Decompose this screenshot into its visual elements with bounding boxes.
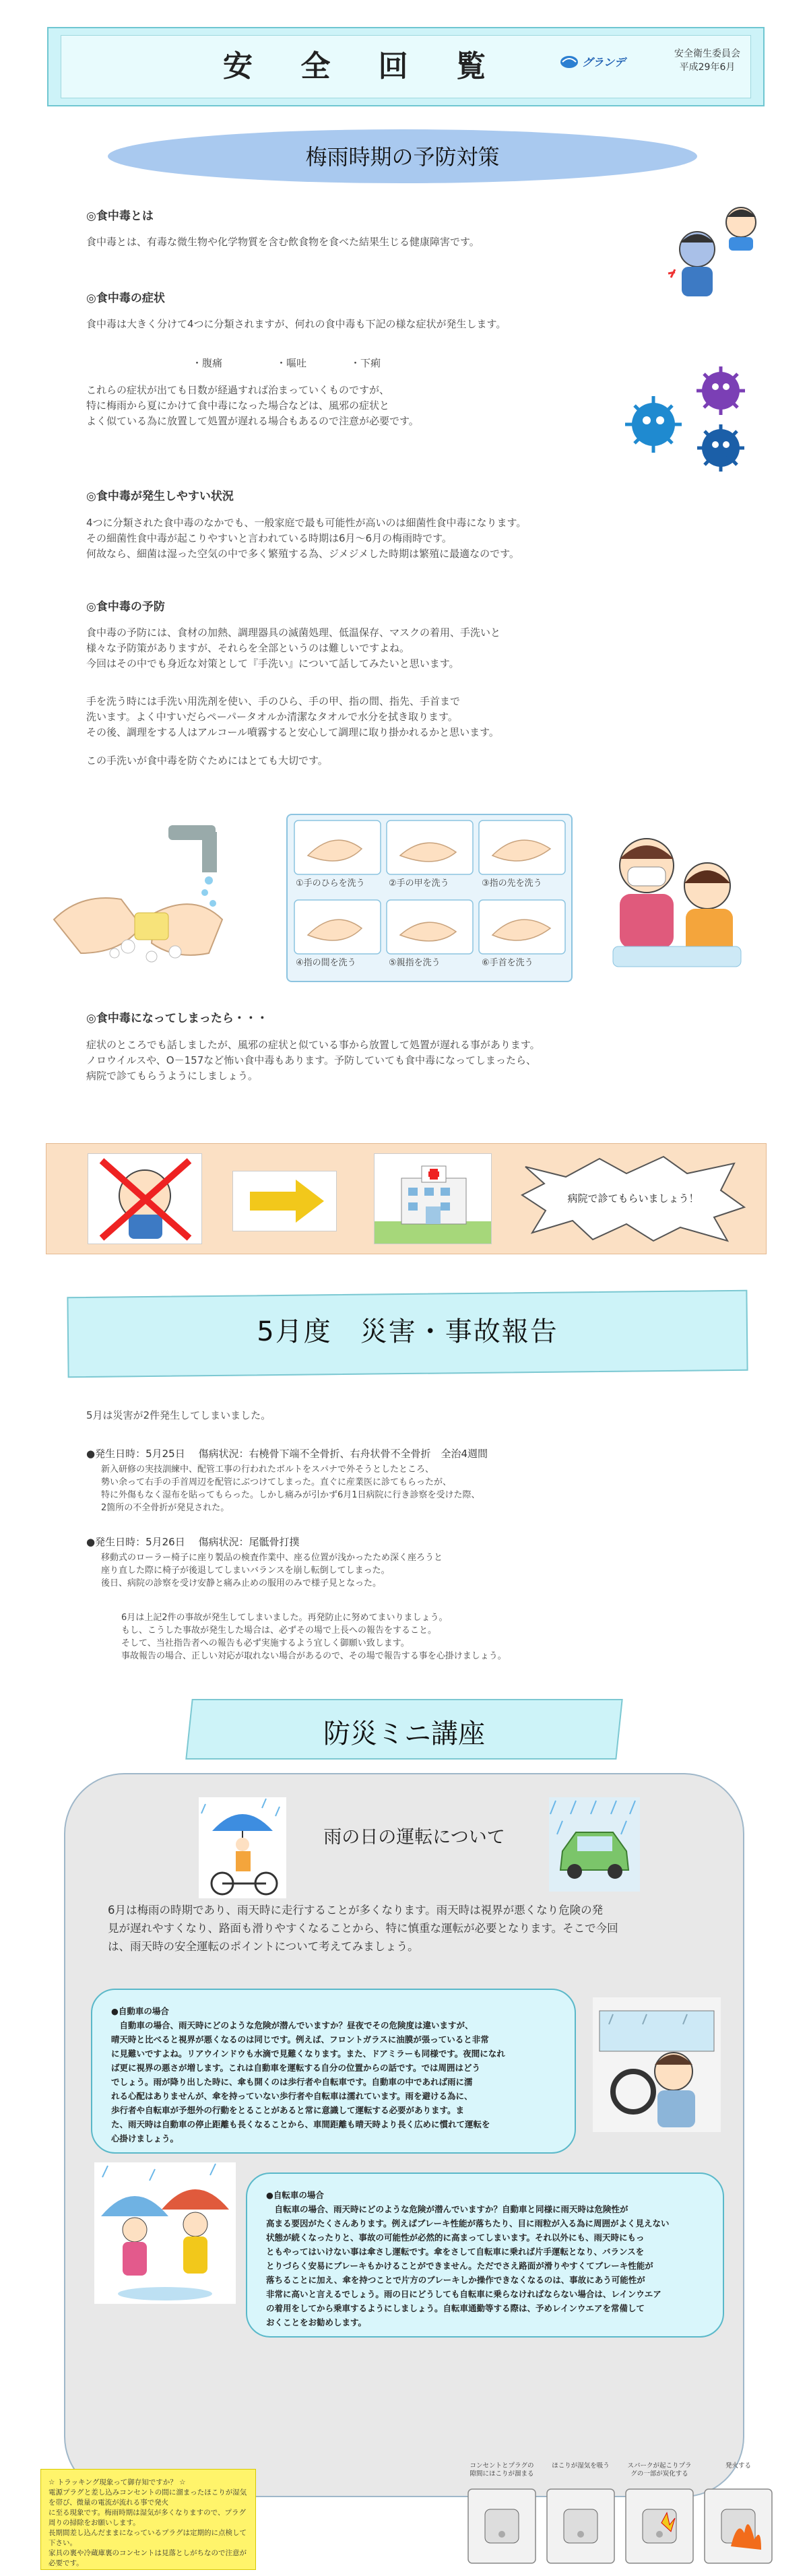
step-label: ④指の間を洗う <box>296 958 356 968</box>
incident-2-details <box>101 1551 707 1590</box>
incident-2-headline: ●発生日時：5月26日 傷病状況：尾骶骨打撲 <box>86 1536 300 1548</box>
text-line: の着用をしてから乗車するようにしましょう。自転車通勤等する際は、予めレインウエアを常備して <box>266 2303 645 2313</box>
text-line: 自転車の場合、雨天時にどのような危険が潜んでいますか？自動車と同様に雨天時は危険性が <box>266 2204 628 2214</box>
germ-icon <box>620 364 754 478</box>
text-line: た、雨天時は自動車の停止距離も長くなることから、車間距離も晴天時より長く広めに慣れて運転を <box>111 2119 490 2129</box>
incident-1-details <box>101 1463 707 1514</box>
text-line: 後日、病院の診察を受け安静と痛み止めの服用のみで様子見となった。 <box>101 1578 382 1588</box>
text-line: これらの症状が出ても日数が経過すれば治まっていくものですが、 <box>86 384 390 396</box>
burst-text: 病院で診てもらいましょう！ <box>567 1192 699 1204</box>
text-line: 様々な予防策がありますが、それらを全部というのは難しいですよね。 <box>86 642 410 654</box>
text-line: 何故なら、細菌は湿った空気の中で多く繁殖する為、ジメジメした時期は繁殖に最適なのです。 <box>86 548 519 560</box>
bike-advice-text <box>266 2188 714 2329</box>
report-title: 5月度 災害・事故報告 <box>257 1316 558 1347</box>
text-line: この手洗いが食中毒を防ぐためにはとても大切です。 <box>86 754 328 767</box>
tracking-step-2: ほこりが湿気を吸う <box>552 2462 610 2470</box>
text-line: ノロウイルスや、O－157など怖い食中毒もあります。予防していても食中毒になってしまったら、 <box>86 1054 537 1066</box>
mask-kids-icon <box>593 818 754 980</box>
tracking-step-4: 発火する <box>725 2462 751 2470</box>
text-line: 家具の裏や冷蔵庫裏のコンセントは見落としがちなので注意が必要です。 <box>48 2549 247 2567</box>
rain-car-icon <box>549 1797 640 1892</box>
text-line: 電源プラグと差し込みコンセントの間に溜まったほこりが湿気を帯び、微量の電流が流れる事で発火 <box>48 2488 247 2507</box>
text-line: に至る現象です。梅雨時期は湿気が多くなりますので、プラグ周りの掃除をお願いします。 <box>48 2509 246 2527</box>
step-label: ②手の甲を洗う <box>389 878 449 889</box>
text-line: 新入研修の実技訓練中、配管工事の行われたボルトをスパナで外そうとしたところ、 <box>101 1464 434 1475</box>
text-line: 食中毒とは、有毒な微生物や化学物質を含む飲食物を食べた結果生じる健康障害です。 <box>86 236 480 248</box>
text-line: に見難いですよね。リアウインドウも水滴で見難くなります。また、ドアミラーも同様です。夜間になれ <box>111 2049 505 2059</box>
text-line: 病院で診てもらうようにしましょう。 <box>86 1070 259 1082</box>
text-line: は、雨天時の安全運転のポイントについて考えてみましょう。 <box>108 1940 419 1953</box>
symptom-3: ・下痢 <box>350 357 381 369</box>
hospital-icon <box>374 1153 492 1244</box>
text-line: 特に梅雨から夏にかけて食中毒になった場合などは、風邪の症状と <box>86 399 390 412</box>
mini-lecture-title: 防災ミニ講座 <box>323 1718 485 1749</box>
step-label: ⑤親指を洗う <box>389 958 441 968</box>
symptom-1: ・腹痛 <box>192 357 223 369</box>
arrow-shaft <box>250 1192 297 1211</box>
text-line: 座り直した際に椅子が後退してしまいバランスを崩し転倒してしまった。 <box>101 1566 390 1576</box>
para-if-sick <box>86 1037 733 1084</box>
heading-if-sick: ◎食中毒になってしまったら・・・ <box>86 1012 268 1025</box>
text-line: 長期間差し込んだままになっているプラグは定期的に点検して下さい。 <box>48 2529 247 2547</box>
text-line: 食中毒の予防には、食材の加熱、調理器具の滅菌処理、低温保存、マスクの着用、手洗いと <box>86 626 501 639</box>
heading-symptoms: ◎食中毒の症状 <box>86 292 165 305</box>
para-symptoms-detail <box>86 383 598 429</box>
text-line: 症状のところでも話しましたが、風邪の症状と似ている事から放置して処置が遅れる事があります。 <box>86 1039 540 1051</box>
text-line: 非常に高いと言えるでしょう。雨の日にどうしても自転車に乗らなければならない場合は、レインウエア <box>266 2289 661 2299</box>
heading-prevention: ◎食中毒の予防 <box>86 600 165 614</box>
text-line: よく似ている為に放置して処置が遅れる場合もあるので注意が必要です。 <box>86 415 419 427</box>
header-meta <box>664 47 751 74</box>
issue-date: 平成29年6月 <box>679 62 736 73</box>
step-label: ①手のひらを洗う <box>296 878 365 889</box>
text-line: 移動式のローラー椅子に座り製品の検査作業中、座る位置が浅かったため深く座ろうと <box>101 1553 443 1563</box>
text-line: ☆ トラッキング現象って御存知ですか？ ☆ <box>48 2478 186 2486</box>
text-line: 状態が続くなったりと、事故の可能性が必然的に高まってしまいます。それ以外にも、雨天時にもっ <box>266 2232 645 2243</box>
text-line: そして、当社指告者への報告も必ず実施するよう宜しく御願い致します。 <box>121 1638 410 1648</box>
report-intro: 5月は災害が2件発生してしまいました。 <box>86 1409 271 1421</box>
umbrella-cyclist-icon <box>199 1797 286 1898</box>
text-line: その細菌性食中毒が起こりやすいと言われている時期は6月～6月の梅雨時です。 <box>86 532 452 544</box>
tracking-step-1: コンセントとプラグの隙間にほこりが溜まる <box>470 2462 534 2478</box>
tracking-step-3: スパークが起こりプラグの一部が炭化する <box>627 2462 692 2478</box>
car-advice-text <box>111 2004 562 2146</box>
no-entry-icon <box>88 1153 202 1244</box>
text-line: 手を洗う時には手洗い用洗剤を使い、手のひら、手の甲、指の間、指先、手首まで <box>86 695 461 707</box>
faucet-hands-icon <box>40 818 269 973</box>
text-line: 2箇所の不全骨折が発見された。 <box>101 1503 230 1513</box>
lecture-subtitle: 雨の日の運転について <box>323 1827 505 1848</box>
text-line: 高まる要因がたくさんあります。例えばブレーキ性能が落ちたり、目に雨粒が入る為に周囲がよく見えない <box>266 2218 670 2228</box>
page-title: 安 全 回 覧 <box>223 49 505 84</box>
incident-1-headline: ●発生日時：5月25日 傷病状況：右橈骨下端不全骨折、右舟状骨不全骨折 全治4週間 <box>86 1448 488 1460</box>
heading-what-is: ◎食中毒とは <box>86 210 154 223</box>
report-closing <box>121 1611 714 1663</box>
text-line: 晴天時と比べると視界が悪くなるのは同じです。例えば、フロントガラスに油膜が張っていると非常 <box>111 2034 489 2044</box>
para-symptoms <box>86 317 666 332</box>
text-line: ともやってはいけない事は傘さし運転です。傘をさして自転車に乗れば片手運転となり、バランスを <box>266 2247 645 2257</box>
lecture-intro <box>108 1901 701 1956</box>
text-line: 歩行者や自転車が予想外の行動をとることがあると常に意識して運転する必要があります。ま <box>111 2105 465 2115</box>
text-line: もし、こうした事故が発生した場合は、必ずその場で上長への報告をすること。 <box>121 1625 437 1636</box>
umbrella-kids-icon <box>94 2162 236 2304</box>
arrow-right-icon <box>232 1171 337 1231</box>
text-line: でしょう。雨が降り出した時に、傘も開くのは歩行者や自転車です。自動車の中であれば雨に濡 <box>111 2077 473 2087</box>
text-line: 4つに分類された食中毒のなかでも、一般家庭で最も可能性が高いのは細菌性食中毒になります。 <box>86 517 527 529</box>
tracking-note-text <box>48 2478 251 2569</box>
para-handwash-importance <box>86 753 733 769</box>
text-line: 勢い余って右手の手首周辺を配管にぶつけてしまった。直ぐに産業医に診てもらったが、 <box>101 1477 452 1487</box>
text-line: 自動車の場合、雨天時にどのような危険が潜んでいますか？昼夜でその危険度は違いますが、 <box>111 2020 474 2030</box>
para-conditions <box>86 515 733 562</box>
text-line: 落ちることに加え、傘を持つことで片方のブレーキしか操作できなくなるのは、事故にあう可能性が <box>266 2275 645 2285</box>
sick-person-icon <box>667 202 768 303</box>
driver-icon <box>593 1997 721 2132</box>
text-line: とりづらく安易にブレーキもかけることができません。ただでさえ路面が滑りやすくてブレーキ性能が <box>266 2261 653 2271</box>
arrow-head <box>296 1180 324 1223</box>
text-line: ば更に視界の悪さが増します。これは自動車を運転する自分の位置からの話です。では周囲はどう <box>111 2063 481 2073</box>
text-line: れる心配はありませんが、傘を持っていない歩行者や自転車は濡れています。雨を避ける為に、 <box>111 2091 473 2101</box>
handwash-steps-icon <box>286 814 573 982</box>
text-line: 心掛けましょう。 <box>111 2133 179 2144</box>
text-line: 食中毒は大きく分けて4つに分類されますが、何れの食中毒も下記の様な症状が発生します。 <box>86 318 507 330</box>
section-title: 梅雨時期の予防対策 <box>305 144 500 170</box>
text-line: 洗います。よく中すいだらペーパータオルか清潔なタオルで水分を拭き取ります。 <box>86 711 458 723</box>
car-heading: ●自動車の場合 <box>111 2006 169 2016</box>
step-label: ③指の先を洗う <box>482 878 542 889</box>
para-handwash <box>86 694 733 740</box>
para-what-is <box>86 234 659 250</box>
logo-text: グランデ <box>582 56 626 69</box>
step-label: ⑥手首を洗う <box>482 958 533 968</box>
text-line: 6月は上記2件の事故が発生してしまいました。再発防止に努めてまいりましょう。 <box>121 1613 448 1623</box>
text-line: 今回はその中でも身近な対策として『手洗い』について話してみたいと思います。 <box>86 657 459 670</box>
text-line: その後、調理をする人はアルコール噴霧すると安心して調理に取り掛かれるかと思います。 <box>86 726 499 738</box>
tracking-steps <box>465 2459 781 2573</box>
text-line: 特に外傷もなく湿布を貼ってもらった。しかし痛みが引かず6月1日病院に行き診察を受けた際、 <box>101 1490 480 1500</box>
company-logo <box>559 53 660 71</box>
bike-heading: ●自転車の場合 <box>266 2190 324 2200</box>
text-line: おくことをお勧めします。 <box>266 2317 367 2327</box>
heading-conditions: ◎食中毒が発生しやすい状況 <box>86 490 234 503</box>
text-line: 事故報告の場合、正しい対応が取れない場合があるので、その場で報告する事を心掛けましょう。 <box>121 1651 507 1661</box>
committee-label: 安全衛生委員会 <box>674 49 740 59</box>
text-line: 見が遅れやすくなり、路面も滑りやすくなることから、特に慎重な運転が必要となります。そこで今回 <box>108 1922 618 1935</box>
para-prevention <box>86 625 733 672</box>
symptom-2: ・嘔吐 <box>276 357 307 369</box>
text-line: 6月は梅雨の時期であり、雨天時に走行することが多くなります。雨天時は視界が悪くなり危険の発 <box>108 1904 604 1917</box>
